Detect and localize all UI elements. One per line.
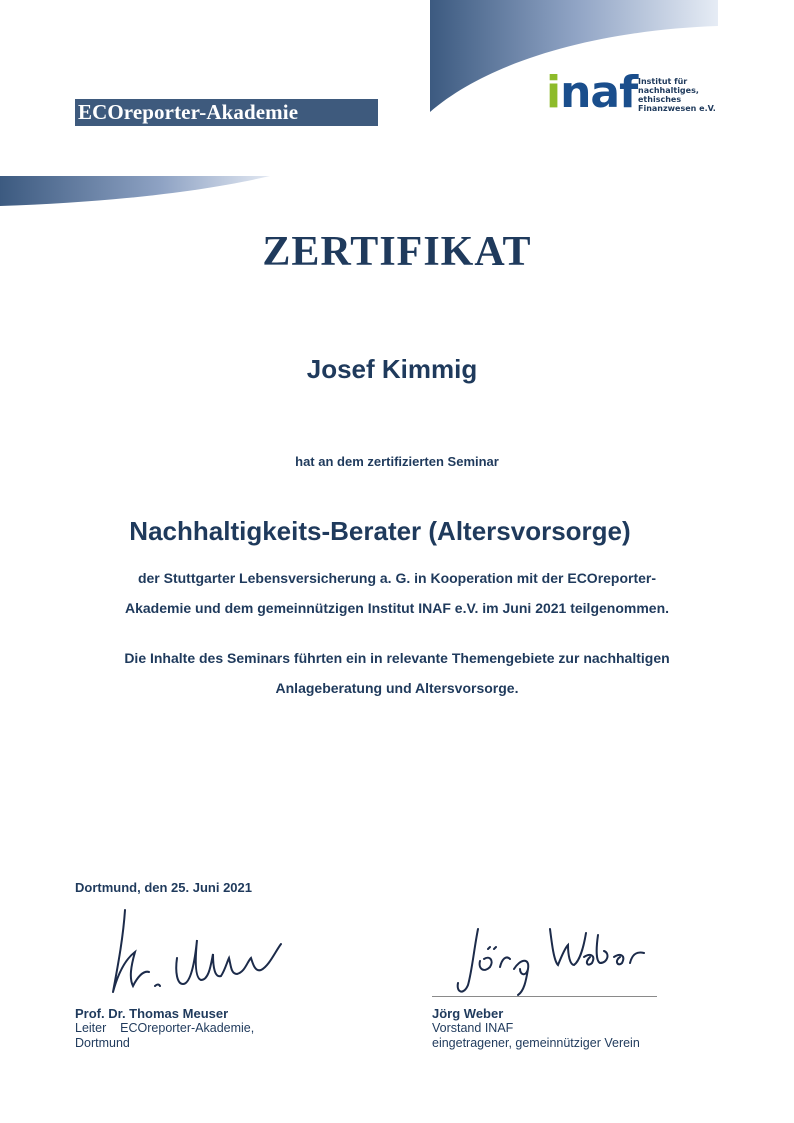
inaf-tagline: Institut für nachhaltiges, ethisches Finanzwesen e.V.: [638, 77, 716, 113]
signatory-left: [75, 1006, 254, 1051]
recipient-name: Josef Kimmig: [306, 354, 478, 384]
signature-line: [432, 996, 657, 997]
content-line-2: Anlageberatung und Altersvorsorge.: [275, 680, 519, 696]
signature-meuser: [105, 900, 295, 1000]
intro-text: hat an dem zertifizierten Seminar: [295, 454, 499, 469]
inaf-logo: [546, 67, 726, 125]
inaf-wordmark: inaf: [546, 67, 638, 118]
signatory-location: Dortmund: [75, 1036, 130, 1050]
place-and-date: Dortmund, den 25. Juni 2021: [75, 880, 252, 895]
content-line-1: Die Inhalte des Seminars führten ein in relevante Themengebiete zur nachhaltigen: [124, 650, 670, 666]
body-line-2: Akademie und dem gemeinnützigen Institut INAF e.V. im Juni 2021 teilgenommen.: [124, 600, 670, 616]
signatory-name: Jörg Weber: [432, 1006, 504, 1021]
certificate-title: ZERTIFIKAT: [262, 229, 532, 275]
signatory-role: Leiter ECOreporter-Akademie,: [75, 1021, 255, 1035]
seminar-title: Nachhaltigkeits-Berater (Altersvorsorge): [129, 516, 631, 546]
body-line-1: der Stuttgarter Lebensversicherung a. G. in Kooperation mit der ECOreporter-: [137, 570, 657, 586]
signatory-right: [432, 1006, 640, 1051]
academy-banner: ECOreporter-Akademie: [75, 99, 378, 126]
signatory-role: Vorstand INAF: [432, 1021, 514, 1035]
signature-weber: [450, 915, 660, 1000]
left-swoosh: [0, 176, 270, 206]
signatory-organization: eingetragener, gemeinnütziger Verein: [432, 1036, 640, 1050]
signatory-name: Prof. Dr. Thomas Meuser: [75, 1006, 229, 1021]
